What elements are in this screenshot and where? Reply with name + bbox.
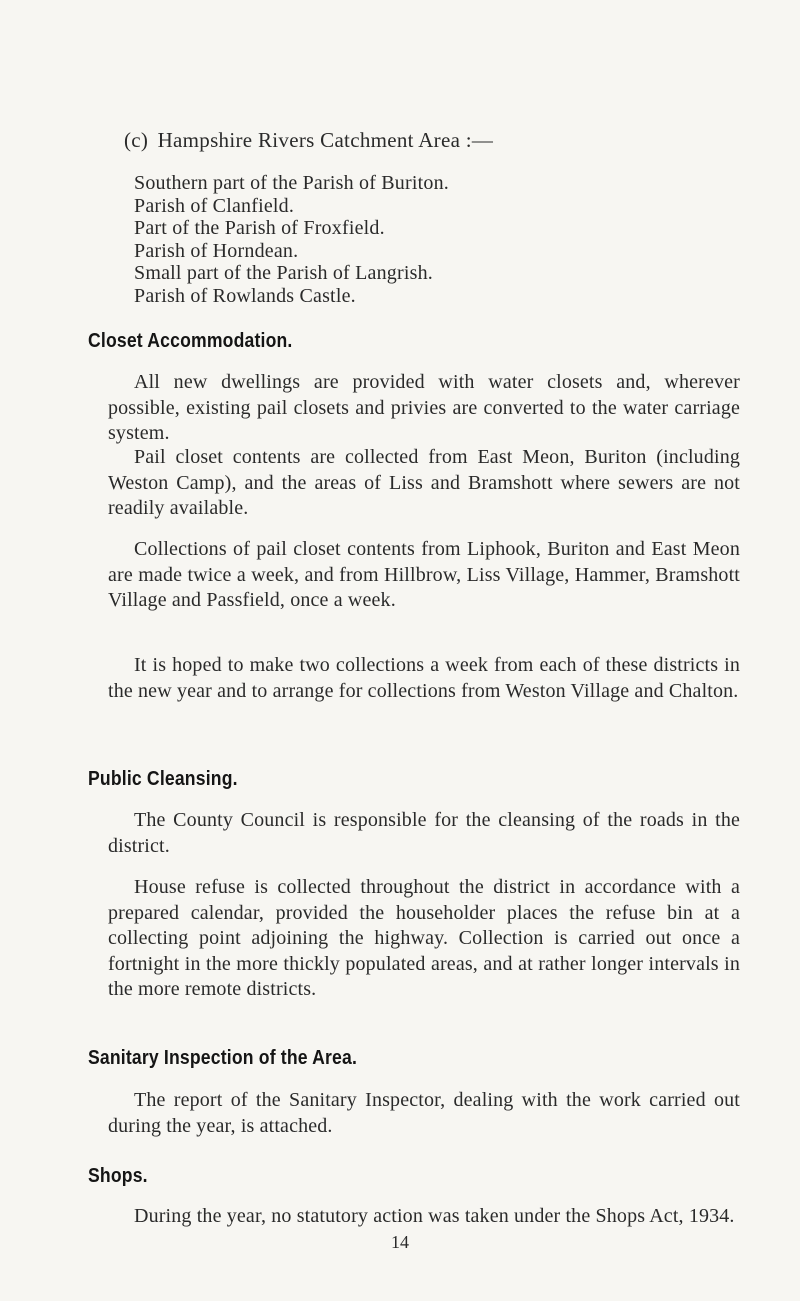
catchment-title: Hampshire Rivers Catchment Area :— — [157, 128, 494, 152]
sanitary-inspection-heading: Sanitary Inspection of the Area. — [88, 1047, 358, 1069]
closet-paragraph-2: Pail closet contents are collected from East Meon, Buriton (including Weston Camp), and the areas of Liss and Bramshott where sewers are not readily available. — [108, 446, 740, 519]
closet-accommodation-heading: Closet Accommodation. — [88, 330, 293, 352]
catchment-item: Small part of the Parish of Langrish. — [134, 262, 434, 284]
shops-paragraph-1: During the year, no statutory action was taken under the Shops Act, 1934. — [134, 1205, 735, 1227]
page-number: 14 — [391, 1232, 409, 1252]
catchment-item: Part of the Parish of Froxfield. — [134, 217, 385, 239]
catchment-item: Parish of Rowlands Castle. — [134, 284, 356, 307]
catchment-heading — [124, 128, 493, 152]
catchment-item: Parish of Clanfield. — [134, 194, 295, 217]
catchment-item: Southern part of the Parish of Buriton. — [134, 172, 449, 194]
cleansing-paragraph-2: House refuse is collected throughout the district in accordance with a prepared calendar, provided the householder places the refuse bin at a collecting point adjoining the highway. Collection is carried out once a fortnight in the more thickly populated areas, and at rather longer intervals in the more remote districts. — [108, 876, 740, 1000]
closet-paragraph-3: Collections of pail closet contents from Liphook, Buriton and East Meon are made twice a week, and from Hillbrow, Liss Village, Hammer, Bramshott Village and Passfield, once a week. — [108, 538, 740, 611]
catchment-list — [0, 172, 734, 307]
catchment-label: (c) — [124, 128, 149, 152]
shops-heading: Shops. — [88, 1165, 148, 1187]
public-cleansing-heading: Public Cleansing. — [88, 768, 238, 790]
cleansing-paragraph-1: The County Council is responsible for the cleansing of the roads in the district. — [108, 809, 740, 857]
catchment-item: Parish of Horndean. — [134, 239, 299, 262]
closet-paragraph-4: It is hoped to make two collections a week from each of these districts in the new year and to arrange for collections from Weston Village and Chalton. — [108, 654, 740, 702]
catchment-section — [124, 128, 493, 152]
closet-paragraph-1: All new dwellings are provided with water closets and, wherever possible, existing pail closets and privies are converted to the water carriage system. — [108, 371, 740, 444]
sanitary-paragraph-1: The report of the Sanitary Inspector, dealing with the work carried out during the year, is attached. — [108, 1089, 740, 1137]
